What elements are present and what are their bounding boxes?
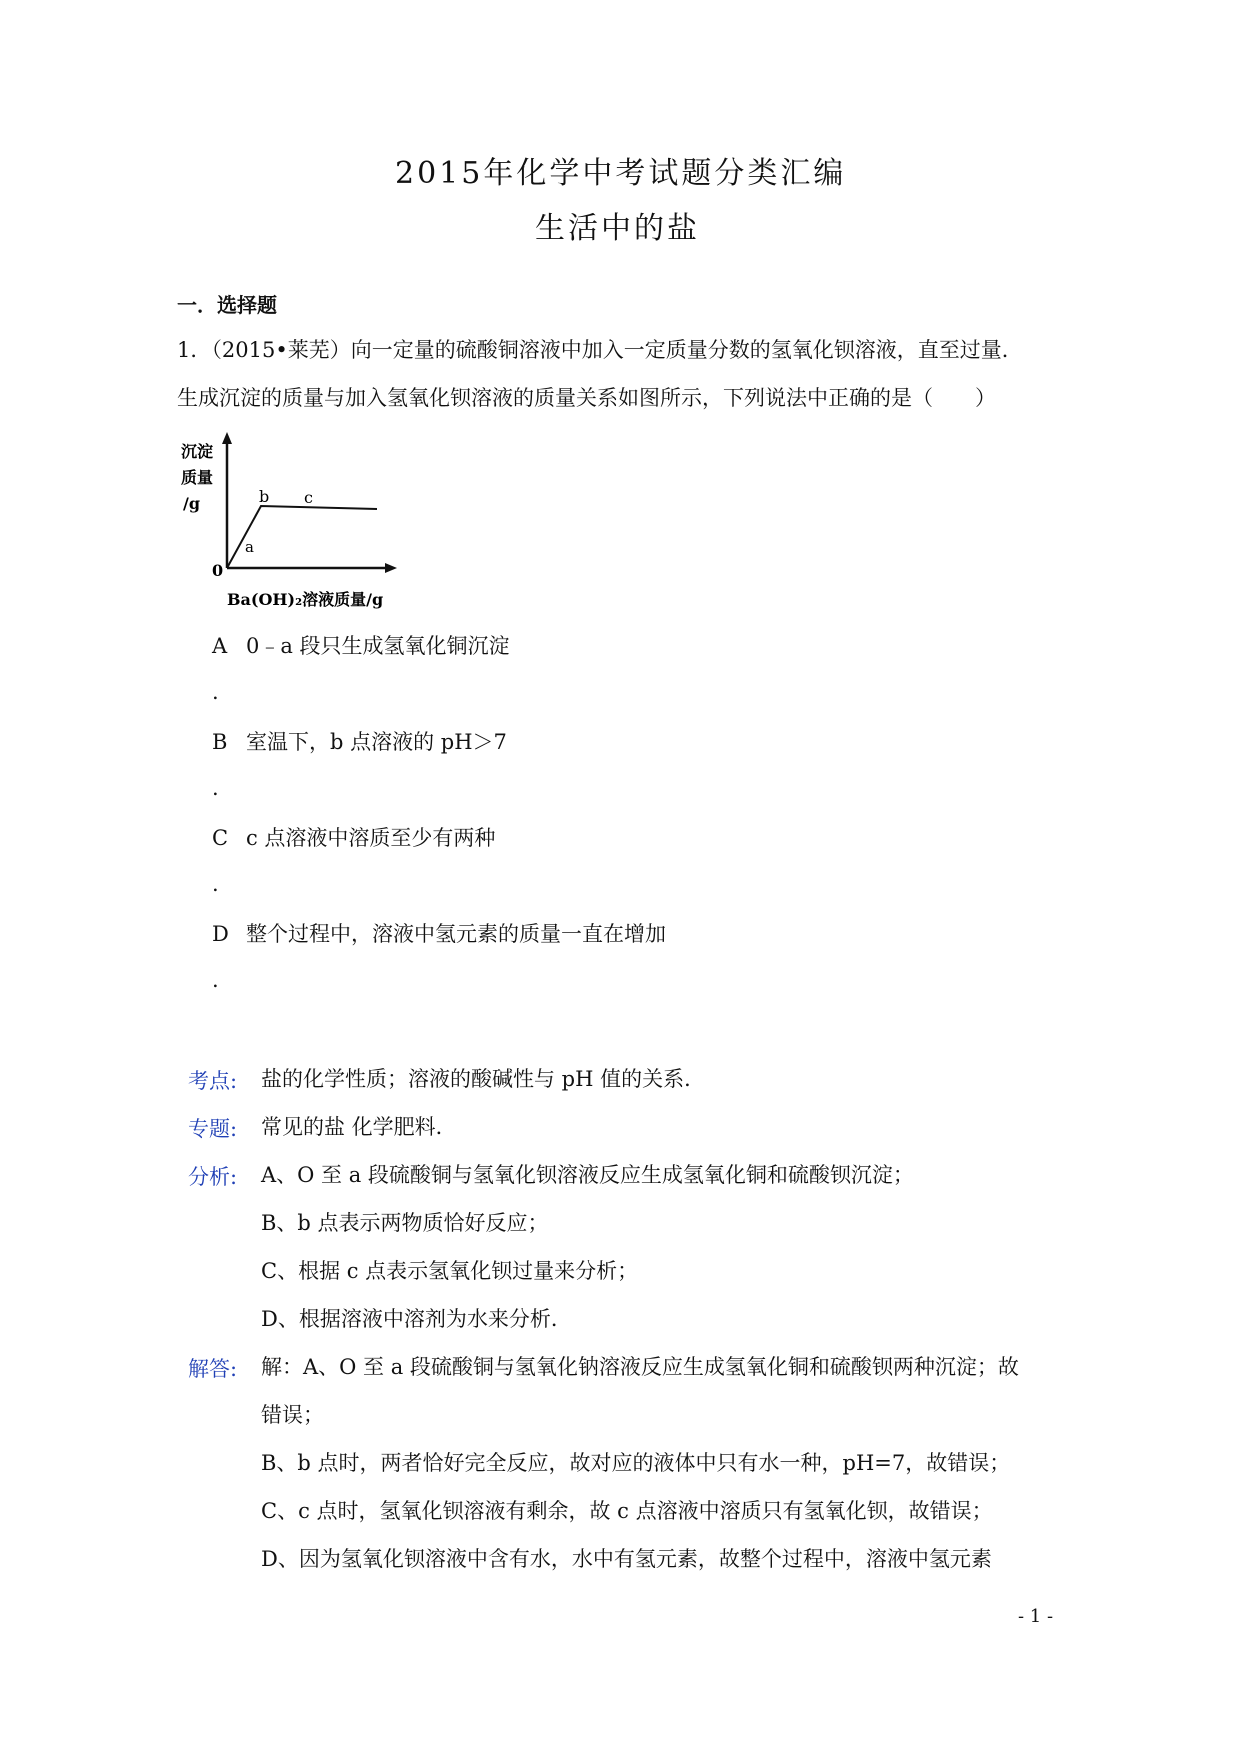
graph-point-b-label: b	[259, 487, 270, 506]
fenxi-line: A、O 至 a 段硫酸铜与氢氧化钡溶液反应生成氢氧化铜和硫酸钡沉淀；	[261, 1163, 914, 1187]
graph-point-c-label: c	[304, 488, 313, 507]
option-c-dot: .	[212, 872, 219, 896]
jieda-line: D、因为氢氧化钡溶液中含有水，水中有氢元素，故整个过程中，溶液中氢元素	[261, 1547, 992, 1571]
option-d-dot: .	[212, 968, 219, 992]
option-a-dot: .	[212, 680, 219, 704]
option-b-letter: B	[212, 730, 228, 754]
option-b	[212, 728, 507, 756]
graph-x-axis-arrow	[385, 563, 397, 573]
option-a-letter: A	[212, 634, 228, 658]
zhuanti-label: 专题:	[188, 1117, 238, 1141]
page-subtitle: 生活中的盐	[535, 211, 700, 246]
option-a-text: 0﹣a 段只生成氢氧化铜沉淀	[246, 634, 510, 658]
question-number: 1．	[177, 338, 212, 362]
jieda-line: C、c 点时，氢氧化钡溶液有剩余，故 c 点溶液中溶质只有氢氧化钡，故错误；	[261, 1499, 993, 1523]
option-c	[212, 824, 495, 852]
jieda-label: 解答:	[188, 1357, 238, 1381]
section-heading: 一．选择题	[177, 293, 277, 317]
zhuanti-text: 常见的盐 化学肥料．	[261, 1115, 457, 1139]
page-number: - 1 -	[1018, 1606, 1054, 1627]
graph-ylabel-line-2: 质量	[181, 468, 214, 487]
fenxi-line: D、根据溶液中溶剂为水来分析．	[261, 1307, 572, 1331]
fenxi-line: B、b 点表示两物质恰好反应；	[261, 1211, 549, 1235]
jieda-line: 错误；	[261, 1403, 324, 1427]
question-line-2: 生成沉淀的质量与加入氢氧化钡溶液的质量关系如图所示，下列说法中正确的是（ ）	[177, 386, 996, 410]
option-c-text: c 点溶液中溶质至少有两种	[246, 826, 496, 850]
jieda-line: 解：A、O 至 a 段硫酸铜与氢氧化钠溶液反应生成氢氧化铜和硫酸钡两种沉淀；故	[261, 1355, 1019, 1379]
page-title: 2015年化学中考试题分类汇编	[395, 156, 847, 191]
option-b-dot: .	[212, 776, 219, 800]
option-d-letter: D	[212, 922, 229, 946]
jieda-line: B、b 点时，两者恰好完全反应，故对应的液体中只有水一种，pH=7，故错误；	[261, 1451, 1011, 1475]
fenxi-line: C、根据 c 点表示氢氧化钡过量来分析；	[261, 1259, 639, 1283]
option-a	[212, 632, 510, 660]
graph-curve	[227, 506, 377, 568]
graph-ylabel-line-1: 沉淀	[181, 442, 214, 461]
precipitate-graph	[175, 430, 415, 612]
graph-y-axis-arrow	[222, 432, 232, 444]
graph-xlabel: Ba(OH)₂溶液质量/g	[227, 590, 384, 609]
option-b-text: 室温下，b 点溶液的 pH＞7	[246, 730, 507, 754]
question-line-1	[177, 336, 1023, 364]
option-d-text: 整个过程中，溶液中氢元素的质量一直在增加	[246, 922, 666, 946]
option-c-letter: C	[212, 826, 229, 850]
kaodian-text: 盐的化学性质；溶液的酸碱性与 pH 值的关系．	[261, 1067, 706, 1091]
graph-ylabel-line-3: /g	[183, 494, 201, 513]
graph-point-a-label: a	[245, 538, 254, 556]
option-d	[212, 920, 666, 948]
kaodian-label: 考点:	[188, 1069, 238, 1093]
fenxi-label: 分析:	[188, 1165, 238, 1189]
graph-origin-label: 0	[212, 561, 224, 580]
question-text-1: （2015•莱芜）向一定量的硫酸铜溶液中加入一定质量分数的氢氧化钡溶液，直至过量．	[211, 338, 1023, 362]
